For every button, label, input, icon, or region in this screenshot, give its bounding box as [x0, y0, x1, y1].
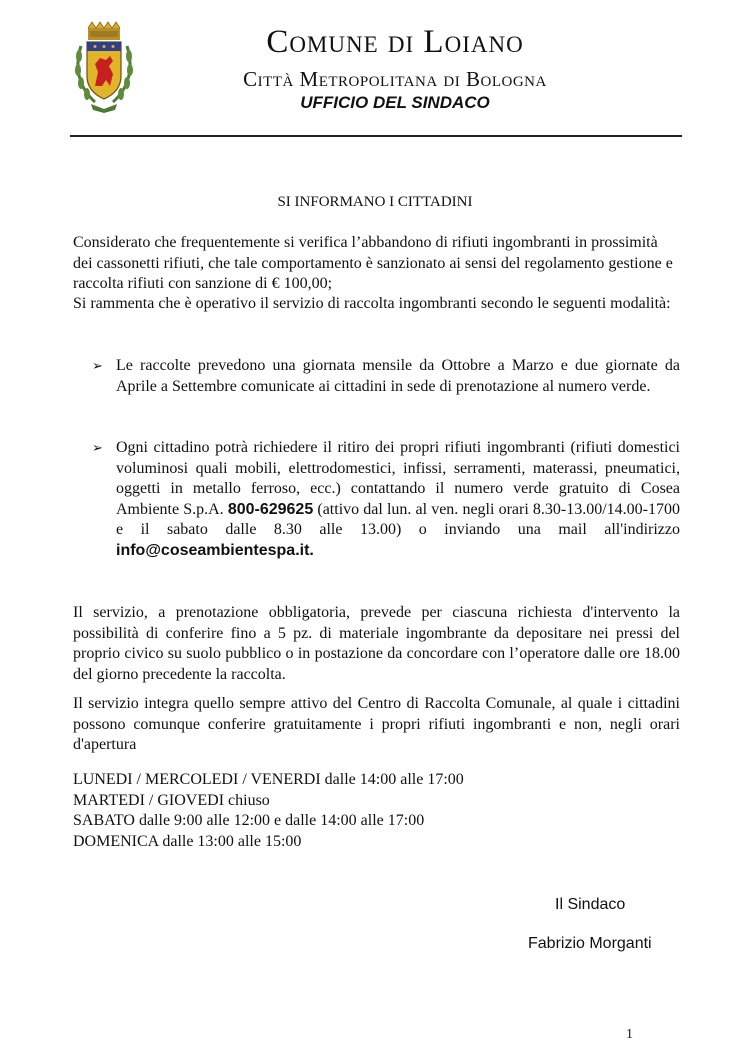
hours-line: LUNEDI / MERCOLEDI / VENERDI dalle 14:00 alle 17:00	[73, 771, 464, 788]
notice-title: SI INFORMANO I CITTADINI	[277, 194, 473, 210]
page-number: 1	[626, 1027, 633, 1042]
toll-free-number: 800-629625	[227, 500, 314, 518]
hours-line: MARTEDI / GIOVEDI chiuso	[73, 791, 270, 809]
bullet-text: Le raccolte prevedono una giornata mensile da Ottobre a Marzo e due giornate da Aprile a Settembre comunicate ai cittadini in sede di prenotazione al numero verde.	[116, 357, 680, 395]
municipality-title: Comune di Loiano	[266, 24, 524, 60]
bullet-text-part1: Ogni cittadino potrà richiedere il ritiro dei propri rifiuti ingombranti (rifiuti domestici voluminosi quali mobili, elettrodomestici, infissi, serramenti, materassi, pneumatici, oggetti in metallo ferroso, ecc.) contattando il numero verde gratuito di Cosea Ambiente S.p.A.	[116, 439, 680, 518]
municipal-crest-logo	[73, 20, 135, 114]
signature-role: Il Sindaco	[555, 896, 626, 913]
signature-name: Fabrizio Morganti	[528, 935, 652, 952]
contact-email: info@coseambientespa.it.	[116, 541, 314, 559]
bullet-text-part2: (attivo dal lun. al ven. negli orari 8.30-13.00/14.00-1700 e il sabato dalle 8.30 alle 13.00) o inviando una mail all'indirizzo	[116, 500, 680, 538]
service-paragraph: Il servizio, a prenotazione obbligatoria, prevede per ciascuna richiesta d'intervento la possibilità di conferire fino a 5 pz. di materiale ingombrante da depositare nei pressi del proprio civico su suolo pubblico o in postazione da concordare con l’operatore dalle ore 18.00 del giorno precedente la raccolta.	[73, 604, 680, 683]
hours-line: SABATO dalle 9:00 alle 12:00 e dalle 14:00 alle 17:00	[73, 812, 425, 829]
arrow-bullet-icon: ➢	[92, 440, 103, 455]
header-divider	[70, 135, 682, 137]
bullet-text	[116, 438, 680, 561]
collection-centre-paragraph: Il servizio integra quello sempre attivo del Centro di Raccolta Comunale, al quale i cittadini possono comunque conferire gratuitamente i propri rifiuti ingombranti e non, negli orari d'apertura	[73, 695, 680, 753]
metropolitan-subtitle: Città Metropolitana di Bologna	[243, 67, 547, 91]
opening-hours	[73, 770, 573, 852]
intro-paragraph: Considerato che frequentemente si verifica l’abbandono di rifiuti ingombranti in prossimità dei cassonetti rifiuti, che tale comportamento è sanzionato ai sensi del regolamento gestione e raccolta rifiuti con sanzione di € 100,00;	[73, 234, 673, 292]
hours-line: DOMENICA dalle 13:00 alle 15:00	[73, 832, 302, 850]
office-name: UFFICIO DEL SINDACO	[300, 93, 490, 112]
reminder-paragraph: Si rammenta che è operativo il servizio di raccolta ingombranti secondo le seguenti modalità:	[73, 295, 671, 312]
bullet-item-collection-days	[92, 356, 680, 397]
bullet-item-booking	[92, 438, 680, 561]
arrow-bullet-icon: ➢	[92, 358, 103, 373]
